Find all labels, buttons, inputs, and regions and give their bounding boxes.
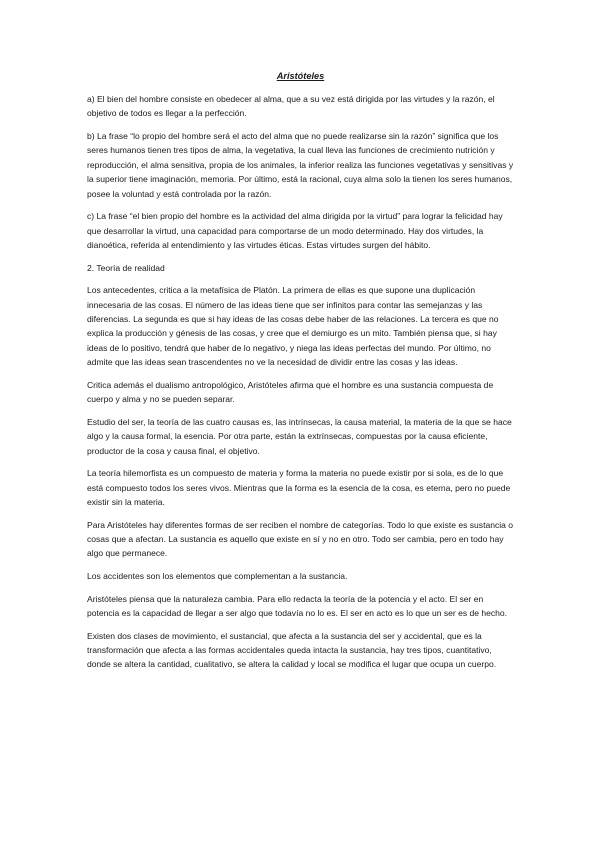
paragraph-antecedentes: Los antecedentes, critica a la metafísica de Platón. La primera de ellas es que supone una duplicación innecesaria de las cosas. El número de las ideas tiene que ser infinitos para contar las semejanzas y las diferencias. La segunda es que si hay ideas de las cosas debe haber de las relaciones. La tercera es que no explica la producción y génesis de las cosas, y cree que el demiurgo es un mito. También piensa que, si hay ideas de lo positivo, tendrá que haber de lo negativo, y niega las ideas perfectas del mundo. Por último, no admite que las ideas sean trascendentes no ve la necesidad de dividir entre las cosas y las ideas. — [87, 285, 499, 368]
paragraph-accidentes: Los accidentes son los elementos que complementan a la sustancia. — [87, 571, 348, 582]
paragraph-cuatro-causas: Estudio del ser, la teoría de las cuatro causas es, las intrínsecas, la causa material, la materia de la que se hace algo y la causa formal, la esencia. Por otra parte, están la extrínsecas, compuestas por la causa eficiente, productor de la cosa y causa final, el objetivo. — [87, 416, 512, 456]
paragraph-hilemorfista: La teoría hilemorfista es un compuesto de materia y forma la materia no puede existir por si sola, es de lo que está compuesto todos los seres vivos. Mientras que la forma es la esencia de la cosa, es eterna, pero no puede existir sin la materia. — [87, 468, 511, 508]
paragraph-movimiento: Existen dos clases de movimiento, el sustancial, que afecta a la sustancia del ser y accidental, que es la transformación que afecta a las formas accidentales queda intacta la sustancia, hay tres tipos, cuantitativo, donde se altera la cantidad, cualitativo, se altera la calidad y local se modifica el lugar que ocupa un cuerpo. — [87, 630, 497, 670]
section-heading-teoria-realidad: 2. Teoría de realidad — [87, 262, 165, 273]
paragraph-dualismo: Critica además el dualismo antropológico, Aristóteles afirma que el hombre es una sustancia compuesta de cuerpo y alma y no se pueden separar. — [87, 379, 494, 405]
document-title: Aristóteles — [276, 71, 325, 81]
paragraph-c: c) La frase “el bien propio del hombre es la actividad del alma dirigida por la virtud” para lograr la felicidad hay que desarrollar la virtud, una capacidad para comportarse de un modo determinado. Hay dos virtudes, la dianoética, referida al entendimiento y las virtudes éticas. Estas virtudes surgen del hábito. — [87, 211, 503, 251]
paragraph-potencia-acto: Aristóteles piensa que la naturaleza cambia. Para ello redacta la teoría de la potencia y el acto. El ser en potencia es la capacidad de llegar a ser algo que todavía no lo es. El ser en acto es lo que un ser es de hecho. — [87, 593, 508, 619]
paragraph-a: a) El bien del hombre consiste en obedecer al alma, que a su vez está dirigida por las virtudes y la razón, el objetivo de todos es llegar a la perfección. — [87, 94, 495, 119]
paragraph-b: b) La frase “lo propio del hombre será el acto del alma que no puede realizarse sin la razón” significa que los seres humanos tienen tres tipos de alma, la vegetativa, la cual lleva las funciones de crecimiento nutrición y reproducción, el alma sensitiva, propia de los animales, la inferior realiza las funciones vegetativas y sensitivas y la superior tiene imaginación, memoria. Por último, está la racional, cuya alma solo la tienen los seres humanos, posee la voluntad y está controlada por la razón. — [87, 131, 514, 199]
paragraph-categorias: Para Aristóteles hay diferentes formas de ser reciben el nombre de categorías. Todo lo que existe es sustancia o cosas que a afectan. La sustancia es aquello que existe en sí y no en otro. Todo ser cambia, pero en todo hay algo que permanece. — [87, 519, 514, 559]
